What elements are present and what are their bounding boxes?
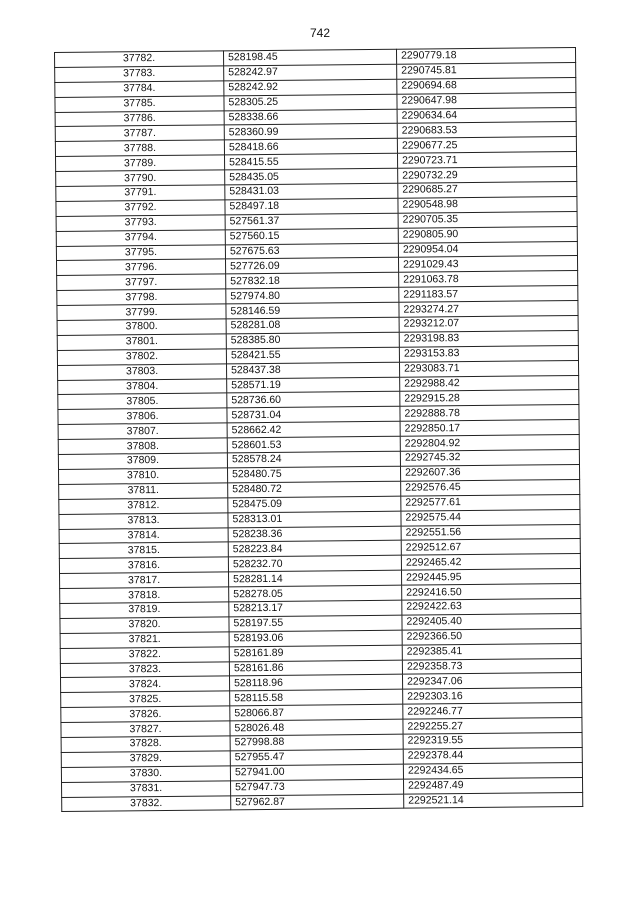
- point-number-cell: 37817.: [60, 572, 229, 589]
- x-coordinate-cell: 528338.66: [224, 109, 397, 126]
- x-coordinate-cell: 528213.17: [229, 600, 402, 617]
- x-coordinate-cell: 528198.45: [223, 49, 396, 66]
- point-number-cell: 37810.: [59, 468, 228, 485]
- x-coordinate-cell: 528662.42: [227, 421, 400, 438]
- y-coordinate-cell: 2290954.04: [398, 241, 577, 258]
- point-number-cell: 37832.: [62, 795, 231, 812]
- x-coordinate-cell: 528066.87: [230, 704, 403, 721]
- x-coordinate-cell: 527560.15: [225, 228, 398, 245]
- y-coordinate-cell: 2292405.40: [402, 613, 581, 630]
- x-coordinate-cell: 528736.60: [227, 392, 400, 409]
- x-coordinate-cell: 528571.19: [227, 377, 400, 394]
- y-coordinate-cell: 2292575.44: [401, 509, 580, 526]
- x-coordinate-cell: 528360.99: [224, 124, 397, 141]
- point-number-cell: 37829.: [61, 751, 230, 768]
- point-number-cell: 37825.: [61, 691, 230, 708]
- x-coordinate-cell: 527675.63: [225, 243, 398, 260]
- y-coordinate-cell: 2292521.14: [404, 792, 583, 809]
- y-coordinate-cell: 2292465.42: [401, 554, 580, 571]
- y-coordinate-cell: 2292576.45: [401, 479, 580, 496]
- x-coordinate-cell: 527561.37: [225, 213, 398, 230]
- point-number-cell: 37803.: [58, 364, 227, 381]
- y-coordinate-cell: 2293198.83: [399, 330, 578, 347]
- x-coordinate-cell: 527947.73: [231, 779, 404, 796]
- x-coordinate-cell: 527832.18: [226, 273, 399, 290]
- y-coordinate-cell: 2290548.98: [398, 196, 577, 213]
- point-number-cell: 37819.: [60, 602, 229, 619]
- y-coordinate-cell: 2290705.35: [398, 211, 577, 228]
- y-coordinate-cell: 2292366.50: [402, 628, 581, 645]
- y-coordinate-cell: 2292512.67: [401, 539, 580, 556]
- x-coordinate-cell: 528437.38: [226, 362, 399, 379]
- point-number-cell: 37785.: [55, 96, 224, 113]
- point-number-cell: 37798.: [57, 289, 226, 306]
- point-number-cell: 37799.: [57, 304, 226, 321]
- x-coordinate-cell: 528415.55: [224, 153, 397, 170]
- y-coordinate-cell: 2292577.61: [401, 494, 580, 511]
- x-coordinate-cell: 528278.05: [229, 585, 402, 602]
- y-coordinate-cell: 2292422.63: [402, 598, 581, 615]
- page-number: 742: [309, 26, 331, 40]
- y-coordinate-cell: 2292303.16: [403, 688, 582, 705]
- y-coordinate-cell: 2292319.55: [403, 732, 582, 749]
- point-number-cell: 37813.: [59, 512, 228, 529]
- y-coordinate-cell: 2292745.32: [400, 450, 579, 467]
- point-number-cell: 37797.: [57, 274, 226, 291]
- point-number-cell: 37792.: [56, 200, 225, 217]
- point-number-cell: 37827.: [61, 721, 230, 738]
- coordinates-table-container: [54, 47, 571, 812]
- x-coordinate-cell: 528232.70: [228, 555, 401, 572]
- point-number-cell: 37808.: [58, 438, 227, 455]
- x-coordinate-cell: 528435.05: [225, 168, 398, 185]
- y-coordinate-cell: 2290694.68: [397, 77, 576, 94]
- y-coordinate-cell: 2290677.25: [397, 137, 576, 154]
- point-number-cell: 37831.: [62, 780, 231, 797]
- y-coordinate-cell: 2292378.44: [403, 747, 582, 764]
- y-coordinate-cell: 2290805.90: [398, 226, 577, 243]
- y-coordinate-cell: 2292607.36: [400, 464, 579, 481]
- x-coordinate-cell: 528497.18: [225, 198, 398, 215]
- y-coordinate-cell: 2292246.77: [403, 703, 582, 720]
- y-coordinate-cell: 2292850.17: [400, 420, 579, 437]
- point-number-cell: 37820.: [60, 617, 229, 634]
- point-number-cell: 37801.: [57, 334, 226, 351]
- y-coordinate-cell: 2293153.83: [399, 345, 578, 362]
- x-coordinate-cell: 528475.09: [228, 496, 401, 513]
- point-number-cell: 37786.: [55, 110, 224, 127]
- point-number-cell: 37823.: [60, 661, 229, 678]
- point-number-cell: 37804.: [58, 378, 227, 395]
- y-coordinate-cell: 2292888.78: [400, 405, 579, 422]
- y-coordinate-cell: 2290634.64: [397, 107, 576, 124]
- y-coordinate-cell: 2292487.49: [403, 777, 582, 794]
- x-coordinate-cell: 528223.84: [228, 541, 401, 558]
- point-number-cell: 37809.: [58, 453, 227, 470]
- point-number-cell: 37795.: [56, 244, 225, 261]
- x-coordinate-cell: 528431.03: [225, 183, 398, 200]
- x-coordinate-cell: 528026.48: [230, 719, 403, 736]
- y-coordinate-cell: 2292551.56: [401, 524, 580, 541]
- point-number-cell: 37793.: [56, 215, 225, 232]
- y-coordinate-cell: 2292434.65: [403, 762, 582, 779]
- y-coordinate-cell: 2291029.43: [398, 256, 577, 273]
- y-coordinate-cell: 2292385.41: [402, 643, 581, 660]
- coordinates-table-body: [55, 47, 583, 811]
- x-coordinate-cell: 528418.66: [224, 139, 397, 156]
- point-number-cell: 37812.: [59, 498, 228, 515]
- y-coordinate-cell: 2292445.95: [401, 569, 580, 586]
- y-coordinate-cell: 2292988.42: [400, 375, 579, 392]
- y-coordinate-cell: 2293083.71: [399, 360, 578, 377]
- x-coordinate-cell: 527998.88: [230, 734, 403, 751]
- point-number-cell: 37788.: [55, 140, 224, 157]
- x-coordinate-cell: 528161.86: [229, 660, 402, 677]
- y-coordinate-cell: 2292255.27: [403, 718, 582, 735]
- point-number-cell: 37811.: [59, 483, 228, 500]
- x-coordinate-cell: 527974.80: [226, 287, 399, 304]
- point-number-cell: 37821.: [60, 632, 229, 649]
- y-coordinate-cell: 2290685.27: [398, 182, 577, 199]
- point-number-cell: 37816.: [59, 557, 228, 574]
- y-coordinate-cell: 2290647.98: [397, 92, 576, 109]
- x-coordinate-cell: 527941.00: [230, 764, 403, 781]
- point-number-cell: 37789.: [56, 155, 225, 172]
- point-number-cell: 37822.: [60, 646, 229, 663]
- point-number-cell: 37818.: [60, 587, 229, 604]
- point-number-cell: 37791.: [56, 185, 225, 202]
- x-coordinate-cell: 528313.01: [228, 511, 401, 528]
- point-number-cell: 37787.: [55, 125, 224, 142]
- x-coordinate-cell: 528146.59: [226, 302, 399, 319]
- y-coordinate-cell: 2290723.71: [397, 152, 576, 169]
- y-coordinate-cell: 2292804.92: [400, 435, 579, 452]
- x-coordinate-cell: 528480.75: [227, 466, 400, 483]
- y-coordinate-cell: 2290683.53: [397, 122, 576, 139]
- point-number-cell: 37815.: [59, 542, 228, 559]
- x-coordinate-cell: 528115.58: [230, 689, 403, 706]
- point-number-cell: 37796.: [57, 259, 226, 276]
- x-coordinate-cell: 528161.89: [229, 645, 402, 662]
- point-number-cell: 37784.: [55, 81, 224, 98]
- x-coordinate-cell: 528197.55: [229, 615, 402, 632]
- x-coordinate-cell: 528118.96: [230, 675, 403, 692]
- x-coordinate-cell: 528421.55: [226, 347, 399, 364]
- y-coordinate-cell: 2292416.50: [402, 584, 581, 601]
- y-coordinate-cell: 2291183.57: [399, 286, 578, 303]
- y-coordinate-cell: 2290779.18: [396, 47, 575, 64]
- x-coordinate-cell: 528385.80: [226, 332, 399, 349]
- x-coordinate-cell: 528281.14: [228, 570, 401, 587]
- point-number-cell: 37824.: [61, 676, 230, 693]
- point-number-cell: 37828.: [61, 736, 230, 753]
- point-number-cell: 37790.: [56, 170, 225, 187]
- x-coordinate-cell: 528242.97: [224, 64, 397, 81]
- point-number-cell: 37805.: [58, 393, 227, 410]
- x-coordinate-cell: 528238.36: [228, 526, 401, 543]
- x-coordinate-cell: 527955.47: [230, 749, 403, 766]
- y-coordinate-cell: 2290732.29: [398, 167, 577, 184]
- x-coordinate-cell: 528193.06: [229, 630, 402, 647]
- x-coordinate-cell: 528578.24: [227, 451, 400, 468]
- x-coordinate-cell: 528480.72: [228, 481, 401, 498]
- point-number-cell: 37830.: [61, 766, 230, 783]
- x-coordinate-cell: 527962.87: [231, 794, 404, 811]
- x-coordinate-cell: 528305.25: [224, 94, 397, 111]
- point-number-cell: 37794.: [56, 230, 225, 247]
- y-coordinate-cell: 2290745.81: [397, 62, 576, 79]
- y-coordinate-cell: 2293212.07: [399, 316, 578, 333]
- point-number-cell: 37807.: [58, 423, 227, 440]
- x-coordinate-cell: 528242.92: [224, 79, 397, 96]
- coordinates-table: [54, 47, 583, 812]
- point-number-cell: 37806.: [58, 408, 227, 425]
- y-coordinate-cell: 2292915.28: [400, 390, 579, 407]
- x-coordinate-cell: 528281.08: [226, 317, 399, 334]
- point-number-cell: 37814.: [59, 527, 228, 544]
- x-coordinate-cell: 528601.53: [227, 436, 400, 453]
- y-coordinate-cell: 2292358.73: [402, 658, 581, 675]
- point-number-cell: 37783.: [55, 66, 224, 83]
- y-coordinate-cell: 2293274.27: [399, 301, 578, 318]
- point-number-cell: 37782.: [55, 51, 224, 68]
- point-number-cell: 37802.: [57, 349, 226, 366]
- point-number-cell: 37826.: [61, 706, 230, 723]
- x-coordinate-cell: 527726.09: [225, 258, 398, 275]
- point-number-cell: 37800.: [57, 319, 226, 336]
- y-coordinate-cell: 2291063.78: [399, 271, 578, 288]
- y-coordinate-cell: 2292347.06: [402, 673, 581, 690]
- x-coordinate-cell: 528731.04: [227, 407, 400, 424]
